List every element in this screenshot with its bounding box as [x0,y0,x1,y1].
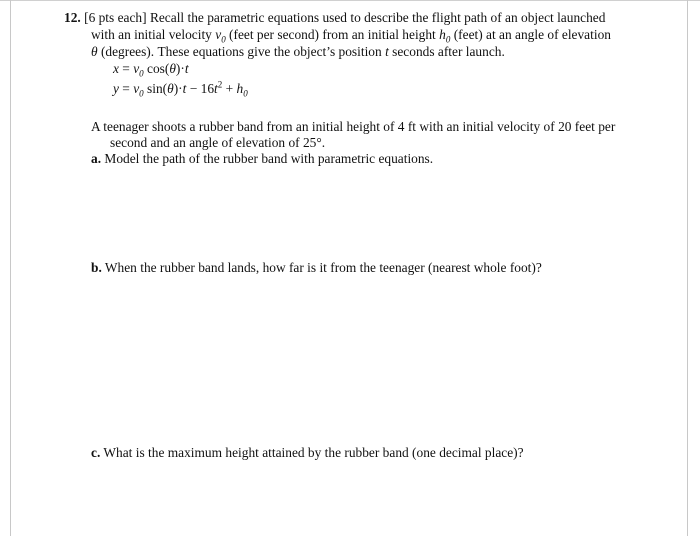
part-b-label: b. [91,260,102,275]
problem-intro-text-1: Recall the parametric equations used to describe the flight path of an object launched [149,10,606,25]
part-a [91,151,433,167]
intro-text-after-launch: seconds after launch. [392,44,505,59]
intro-text-position: (degrees). These equations give the object’s position [100,44,382,59]
problem-intro-line-3 [91,44,505,60]
scenario-line-2: second and an angle of elevation of 25°. [110,135,326,150]
part-b-text: When the rubber band lands, how far is it from the teenager (nearest whole foot)? [104,260,542,275]
frame-top-border [0,0,700,1]
problem-intro-line-1 [64,10,605,26]
var-theta: θ [91,44,98,59]
problem-points: [6 pts each] [84,10,147,25]
equation-x: $x = v_0$ cos(θ)·t [113,61,189,79]
part-b [91,260,542,276]
part-c [91,445,524,461]
part-c-text: What is the maximum height attained by the rubber band (one decimal place)? [103,445,524,460]
part-a-label: a. [91,151,102,166]
frame-right-border [687,0,688,536]
part-c-label: c. [91,445,101,460]
var-v0: $v_0$ [215,27,226,45]
part-a-text: Model the path of the rubber band with parametric equations. [104,151,434,166]
scenario-line-1: A teenager shoots a rubber band from an initial height of 4 ft with an initial velocity of 20 feet per [91,119,616,134]
var-t: t [385,44,389,59]
problem-intro-line-2 [91,27,611,43]
problem-number: 12. [64,10,81,25]
equation-y: $y = v_0$ $\sin(\theta)\cdot t - 16t^2 + h_0$ [113,79,248,99]
intro-text-velocity: with an initial velocity [91,27,212,42]
frame-left-border [10,0,11,536]
var-h0: $h_0$ [439,27,451,45]
intro-text-angle: (feet) at an angle of elevation [453,27,611,42]
intro-text-height: (feet per second) from an initial height [229,27,436,42]
